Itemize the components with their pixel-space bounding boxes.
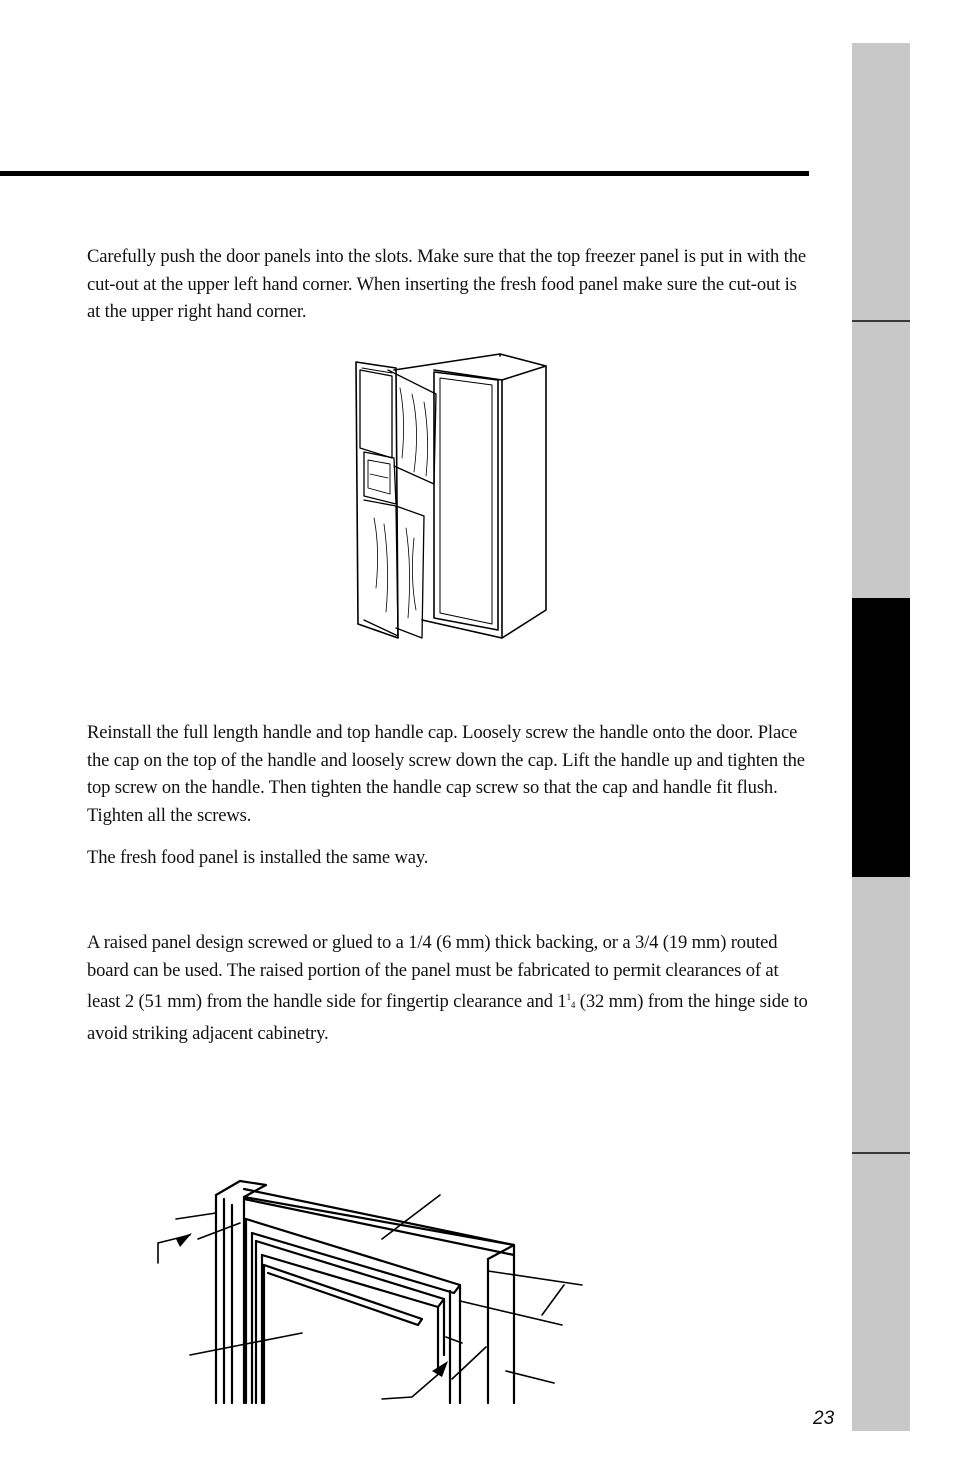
side-tab-3-active[interactable] [852,598,910,877]
instruction-paragraph-insert-panels: Carefully push the door panels into the slots. Make sure that the top freezer panel is put in with the cut-out at the upper left hand corner. When inserting the fresh food panel make sure the cut-out is at the upper right hand corner. [87,246,806,322]
side-tab-1[interactable] [852,43,910,321]
side-tab-4[interactable] [852,877,910,1153]
header-rule [0,171,809,176]
refrigerator-illustration [350,348,550,648]
raised-panel-cross-section-illustration [150,1175,600,1410]
page-number: 23 [813,1408,835,1429]
raised-panel-text-part1: A raised panel design screwed or glued to a 1/4 (6 mm) thick backing, or a 3/4 (19 mm) routed board can be used. The raised portion of the panel must be fabricated to permit clearances of at least 2 (51 mm) from the handle side for fingertip clearance and 1 [87,932,779,1012]
instruction-paragraph-reinstall-handle: Reinstall the full length handle and top handle cap. Loosely screw the handle onto the door. Place the cap on the top of the handle and loosely screw down the cap. Lift the handle up and tighten the top screw on the handle. Then tighten the handle cap screw so that the cap and handle fit flush. Tighten all the screws. [87,722,805,826]
instruction-paragraph-fresh-food-panel: The fresh food panel is installed the same way. [87,847,429,868]
side-tab-2[interactable] [852,322,910,598]
fraction-numerator: 1 [566,992,571,1002]
fraction-denominator: 4 [570,1000,576,1010]
side-tab-strip [852,43,910,1431]
instruction-paragraph-raised-panel [87,929,812,1047]
side-tab-5[interactable] [852,1154,910,1431]
raised-panel-text-part2: (32 mm) from the hinge side to avoid striking adjacent cabinetry. [87,991,808,1044]
